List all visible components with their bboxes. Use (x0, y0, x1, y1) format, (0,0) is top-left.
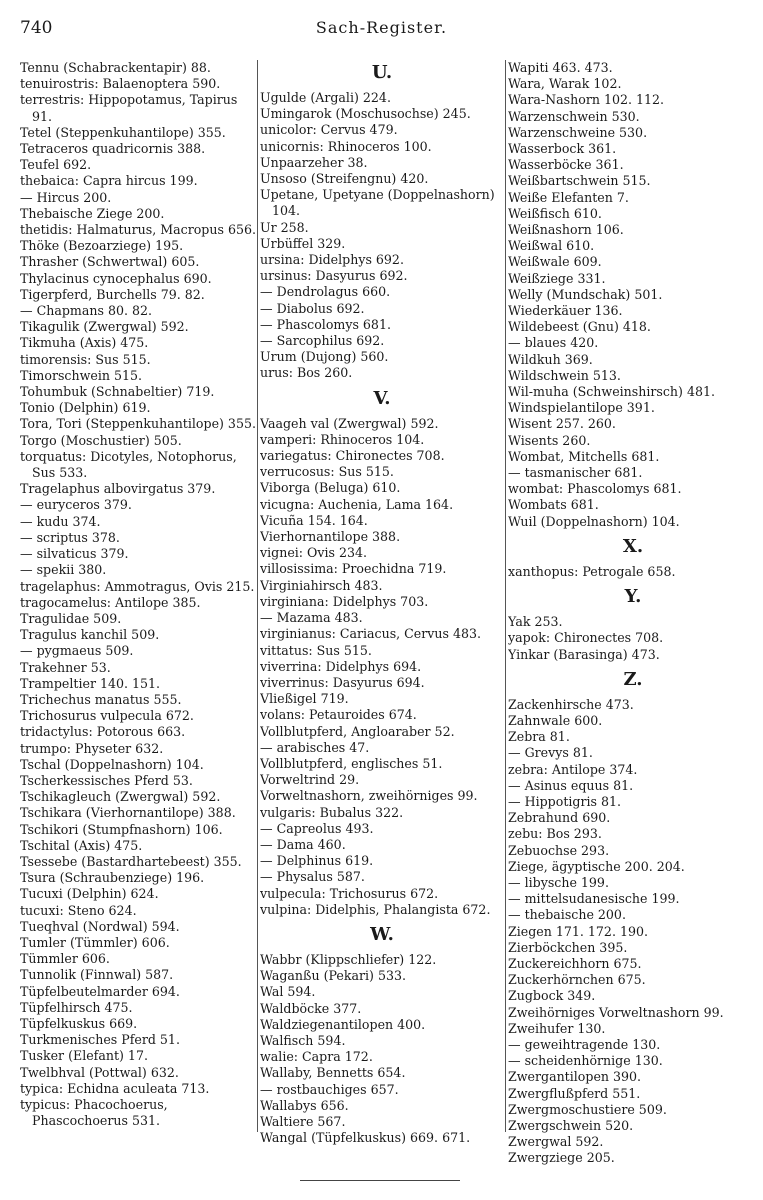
index-entry: Vicuña 154. 164. (260, 512, 368, 528)
index-entry: Tscherkessisches Pferd 53. (20, 772, 193, 788)
index-entry: — Asinus equus 81. (508, 777, 634, 793)
index-entry: Weiße Elefanten 7. (508, 189, 629, 205)
index-entry: Thylacinus cynocephalus 690. (20, 270, 212, 286)
index-entry: Zweihufer 130. (508, 1020, 606, 1036)
index-entry: Tunnolik (Finnwal) 587. (20, 967, 174, 983)
index-entry: Wara-Nashorn 102. 112. (508, 92, 665, 108)
index-entry: zebu: Bos 293. (508, 826, 602, 842)
section-heading-x: X. (622, 535, 644, 557)
index-entry: Zwergflußpferd 551. (508, 1085, 641, 1101)
index-entry: Wasserbock 361. (508, 141, 617, 157)
index-entry: unicolor: Cervus 479. (260, 122, 398, 138)
index-entry: viverrinus: Dasyurus 694. (260, 674, 425, 690)
index-entry: Zweihörniges Vorweltnashorn 99. (508, 1004, 724, 1020)
index-entry: Vaageh val (Zwergwal) 592. (260, 415, 439, 431)
index-entry: Wombat, Mitchells 681. (508, 448, 660, 464)
index-entry: Tueqhval (Nordwal) 594. (20, 918, 180, 934)
index-entry: Wisents 260. (508, 432, 591, 448)
index-entry: ursina: Didelphys 692. (260, 252, 404, 268)
index-entry: viverrina: Didelphys 694. (260, 658, 422, 674)
index-entry: Wildebeest (Gnu) 418. (508, 319, 651, 335)
index-entry: Ziegen 171. 172. 190. (508, 923, 648, 939)
index-entry: Waltiere 567. (260, 1113, 346, 1129)
index-entry: vamperi: Rhinoceros 104. (260, 431, 425, 447)
index-entry: Teufel 692. (20, 157, 92, 173)
index-entry: — scriptus 378. (20, 529, 120, 545)
index-entry: — Physalus 587. (260, 869, 365, 885)
index-entry: Zwergantilopen 390. (508, 1069, 642, 1085)
index-entry: Vierhornantilope 388. (260, 529, 401, 545)
index-entry: Zugbock 349. (508, 988, 596, 1004)
index-entry: Warzenschweine 530. (508, 124, 648, 140)
index-entry: Yinkar (Barasinga) 473. (508, 646, 660, 662)
index-entry: Tschital (Axis) 475. (20, 837, 143, 853)
index-entry: Tetraceros quadricornis 388. (20, 141, 206, 157)
index-entry: Tümmler 606. (20, 951, 110, 967)
index-entry: — Diabolus 692. (260, 300, 365, 316)
index-entry: tragelaphus: Ammotragus, Ovis 215. (20, 578, 255, 594)
index-entry: Tsura (Schraubenziege) 196. (20, 870, 205, 886)
index-entry: Trichechus manatus 555. (20, 691, 182, 707)
section-heading-z: Z. (623, 668, 643, 690)
index-entry: Tusker (Elefant) 17. (20, 1048, 148, 1064)
index-entry: Wildschwein 513. (508, 367, 621, 383)
index-entry: Tigerpferd, Burchells 79. 82. (20, 286, 205, 302)
index-column-1 (20, 60, 256, 1129)
index-entry: Tikmuha (Axis) 475. (20, 335, 149, 351)
index-entry: Tragulidae 509. (20, 610, 122, 626)
index-entry: Vollblutpferd, englisches 51. (260, 755, 443, 771)
index-entry: — Phascolomys 681. (260, 316, 391, 332)
index-entry: — tasmanischer 681. (508, 465, 643, 481)
index-entry: Wara, Warak 102. (508, 76, 622, 92)
index-entry: Trampeltier 140. 151. (20, 675, 161, 691)
index-entry: vittatus: Sus 515. (260, 642, 372, 658)
index-entry: wombat: Phascolomys 681. (508, 481, 682, 497)
index-entry: Tumler (Tümmler) 606. (20, 934, 170, 950)
index-entry: Weißnashorn 106. (508, 222, 624, 238)
index-entry: villosissima: Proechidna 719. (260, 561, 447, 577)
column-divider (257, 60, 258, 1132)
column-divider (505, 60, 506, 1132)
index-entry: Wisent 257. 260. (508, 416, 616, 432)
index-entry: — Chapmans 80. 82. (20, 303, 153, 319)
index-entry: vulgaris: Bubalus 322. (260, 804, 404, 820)
index-entry: Zwergmoschustiere 509. (508, 1101, 667, 1117)
index-entry: Tora, Tori (Steppenkuhantilope) 355. (20, 416, 256, 432)
index-entry: Welly (Mundschak) 501. (508, 286, 663, 302)
index-entry: trumpo: Physeter 632. (20, 740, 164, 756)
index-entry: — kudu 374. (20, 513, 101, 529)
index-entry: Wuil (Doppelnashorn) 104. (508, 513, 680, 529)
index-entry: Weißwal 610. (508, 238, 595, 254)
index-entry: volans: Petauroides 674. (260, 707, 417, 723)
index-entry: — libysche 199. (508, 874, 609, 890)
index-entry: Tschikagleuch (Zwergwal) 592. (20, 789, 221, 805)
index-entry: Walfisch 594. (260, 1032, 346, 1048)
index-entry: — euryceros 379. (20, 497, 132, 513)
index-entry: — Grevys 81. (508, 745, 593, 761)
index-entry: Wallabys 656. (260, 1097, 349, 1113)
index-entry: Virginiahirsch 483. (260, 577, 383, 593)
index-entry: Waldböcke 377. (260, 1000, 362, 1016)
index-entry: timorensis: Sus 515. (20, 351, 151, 367)
index-entry: typica: Echidna aculeata 713. (20, 1080, 210, 1096)
index-entry: — rostbauchiges 657. (260, 1081, 399, 1097)
index-entry: Tohumbuk (Schnabeltier) 719. (20, 384, 215, 400)
index-entry: vulpina: Didelphis, Phalangista 672. (260, 901, 491, 917)
index-entry: vignei: Ovis 234. (260, 545, 368, 561)
index-entry: zebra: Antilope 374. (508, 761, 638, 777)
index-entry: Thöke (Bezoarziege) 195. (20, 238, 184, 254)
index-entry: Tragulus kanchil 509. (20, 627, 160, 643)
index-entry: Tüpfelbeutelmarder 694. (20, 983, 180, 999)
index-entry: — mittelsudanesische 199. (508, 891, 680, 907)
index-entry: Turkmenisches Pferd 51. (20, 1032, 180, 1048)
index-entry: Zebrahund 690. (508, 810, 611, 826)
index-entry: — scheidenhörnige 130. (508, 1053, 663, 1069)
index-entry: — blaues 420. (508, 335, 599, 351)
index-entry: Vließigel 719. (260, 691, 349, 707)
index-entry: Wallaby, Bennetts 654. (260, 1065, 406, 1081)
index-entry: Waldziegenantilopen 400. (260, 1016, 426, 1032)
index-entry: Tonio (Delphin) 619. (20, 400, 151, 416)
running-title: Sach-Register. (315, 18, 448, 37)
index-entry: Zahnwale 600. (508, 712, 603, 728)
index-entry: Ur 258. (260, 219, 309, 235)
index-entry: — Hircus 200. (20, 189, 112, 205)
index-entry: vicugna: Auchenia, Lama 164. (260, 496, 454, 512)
index-entry: Vorweltrind 29. (260, 772, 360, 788)
index-entry: Wasserböcke 361. (508, 157, 624, 173)
index-entry: urus: Bos 260. (260, 365, 353, 381)
index-entry: Vorweltnashorn, zweihörniges 99. (260, 788, 478, 804)
index-entry: — Sarcophilus 692. (260, 333, 385, 349)
index-entry: Thrasher (Schwertwal) 605. (20, 254, 200, 270)
index-entry: Weißbartschwein 515. (508, 173, 651, 189)
index-entry: thetidis: Halmaturus, Macropus 656. (20, 222, 256, 238)
index-entry: Tüpfelhirsch 475. (20, 999, 133, 1015)
index-entry: Weißziege 331. (508, 270, 606, 286)
index-entry: tenuirostris: Balaenoptera 590. (20, 76, 221, 92)
index-entry: terrestris: Hippopotamus, Tapirus 91. (20, 92, 238, 124)
index-entry: Yak 253. (508, 614, 563, 630)
footer-rule (300, 1180, 460, 1181)
index-entry: Zuckerhörnchen 675. (508, 972, 646, 988)
index-entry: Zwergwal 592. (508, 1134, 604, 1150)
index-entry: Wal 594. (260, 984, 316, 1000)
index-entry: Zwergschwein 520. (508, 1117, 634, 1133)
index-entry: walie: Capra 172. (260, 1049, 373, 1065)
index-entry: Warzenschwein 530. (508, 108, 640, 124)
index-entry: — Dama 460. (260, 836, 346, 852)
index-entry: — Mazama 483. (260, 610, 363, 626)
index-entry: Tsessebe (Bastardhartebeest) 355. (20, 853, 242, 869)
index-entry: xanthopus: Petrogale 658. (508, 563, 676, 579)
index-entry: thebaica: Capra hircus 199. (20, 173, 198, 189)
index-entry: variegatus: Chironectes 708. (260, 448, 445, 464)
index-entry: Trakehner 53. (20, 659, 111, 675)
section-heading-v: V. (373, 387, 391, 409)
index-entry: Wildkuh 369. (508, 351, 593, 367)
index-entry: Zackenhirsche 473. (508, 696, 634, 712)
index-entry: — Capreolus 493. (260, 820, 374, 836)
index-entry: Tennu (Schabrackentapir) 88. (20, 60, 211, 75)
index-entry: ursinus: Dasyurus 692. (260, 268, 408, 284)
index-entry: — silvaticus 379. (20, 546, 129, 562)
index-entry: Wangal (Tüpfelkuskus) 669. 671. (260, 1130, 471, 1146)
index-entry: Ziege, ägyptische 200. 204. (508, 858, 685, 874)
index-column-2 (260, 60, 504, 1146)
index-entry: — Dendrolagus 660. (260, 284, 391, 300)
index-entry: Ugulde (Argali) 224. (260, 90, 391, 105)
index-entry: Unpaarzeher 38. (260, 154, 368, 170)
index-entry: vulpecula: Trichosurus 672. (260, 885, 439, 901)
section-heading-w: W. (370, 923, 394, 945)
index-entry: Torgo (Moschustier) 505. (20, 432, 182, 448)
index-entry: Thebaische Ziege 200. (20, 205, 165, 221)
index-entry: Wiederkäuer 136. (508, 303, 623, 319)
index-entry: Tikagulik (Zwergwal) 592. (20, 319, 189, 335)
index-entry: Wombats 681. (508, 497, 599, 513)
index-entry: Zuckereichhorn 675. (508, 955, 642, 971)
index-entry: — Delphinus 619. (260, 853, 374, 869)
index-entry: Windspielantilope 391. (508, 400, 655, 416)
index-entry: Trichosurus vulpecula 672. (20, 708, 194, 724)
index-entry: Zierböckchen 395. (508, 939, 628, 955)
section-heading-u: U. (371, 62, 393, 83)
index-entry: tragocamelus: Antilope 385. (20, 594, 201, 610)
index-entry: Weißwale 609. (508, 254, 602, 270)
index-entry: Tschal (Doppelnashorn) 104. (20, 756, 204, 772)
index-entry: yapok: Chironectes 708. (508, 630, 664, 646)
index-entry: Urbüffel 329. (260, 235, 346, 251)
index-entry: — Hippotigris 81. (508, 793, 622, 809)
index-entry: Urum (Dujong) 560. (260, 349, 389, 365)
index-entry: Umingarok (Moschusochse) 245. (260, 106, 471, 122)
index-entry: Weißfisch 610. (508, 205, 602, 221)
index-entry: tucuxi: Steno 624. (20, 902, 137, 918)
index-entry: Tüpfelkuskus 669. (20, 1015, 138, 1031)
index-entry: Tschikara (Vierhornantilope) 388. (20, 805, 236, 821)
index-entry: — pygmaeus 509. (20, 643, 134, 659)
index-entry: Twelbhval (Pottwal) 632. (20, 1064, 179, 1080)
index-entry: Unsoso (Streifengnu) 420. (260, 171, 429, 187)
index-entry: Upetane, Upetyane (Doppelnashorn) 104. (260, 187, 495, 219)
index-entry: Tetel (Steppenkuhantilope) 355. (20, 124, 226, 140)
index-entry: Zwergziege 205. (508, 1150, 615, 1166)
index-entry: Tucuxi (Delphin) 624. (20, 886, 159, 902)
index-entry: — geweihtragende 130. (508, 1036, 661, 1052)
index-entry: Waganßu (Pekari) 533. (260, 968, 406, 984)
index-entry: virginianus: Cariacus, Cervus 483. (260, 626, 482, 642)
index-entry: — spekii 380. (20, 562, 107, 578)
index-column-3 (508, 60, 758, 1167)
index-entry: Zebra 81. (508, 729, 570, 745)
index-entry: virginiana: Didelphys 703. (260, 593, 429, 609)
index-entry: Tschikori (Stumpfnashorn) 106. (20, 821, 223, 837)
index-entry: unicornis: Rhinoceros 100. (260, 138, 432, 154)
index-entry: tridactylus: Potorous 663. (20, 724, 186, 740)
index-entry: Wapiti 463. 473. (508, 60, 613, 75)
index-entry: torquatus: Dicotyles, Notophorus, Sus 533. (20, 448, 237, 481)
index-entry: Zebuochse 293. (508, 842, 610, 858)
index-entry: — arabisches 47. (260, 739, 370, 755)
index-entry: verrucosus: Sus 515. (260, 464, 394, 480)
index-entry: typicus: Phacochoerus, Phascochoerus 531. (20, 1097, 168, 1129)
index-entry: Wabbr (Klippschliefer) 122. (260, 951, 437, 967)
section-heading-y: Y. (624, 586, 642, 608)
index-entry: Viborga (Beluga) 610. (260, 480, 401, 496)
index-entry: Wil-muha (Schweinshirsch) 481. (508, 384, 715, 400)
page-number: 740 (20, 18, 53, 38)
index-entry: — thebaische 200. (508, 907, 626, 923)
index-entry: Vollblutpferd, Angloaraber 52. (260, 723, 455, 739)
index-entry: Tragelaphus albovirgatus 379. (20, 481, 216, 497)
index-entry: Timorschwein 515. (20, 367, 143, 383)
